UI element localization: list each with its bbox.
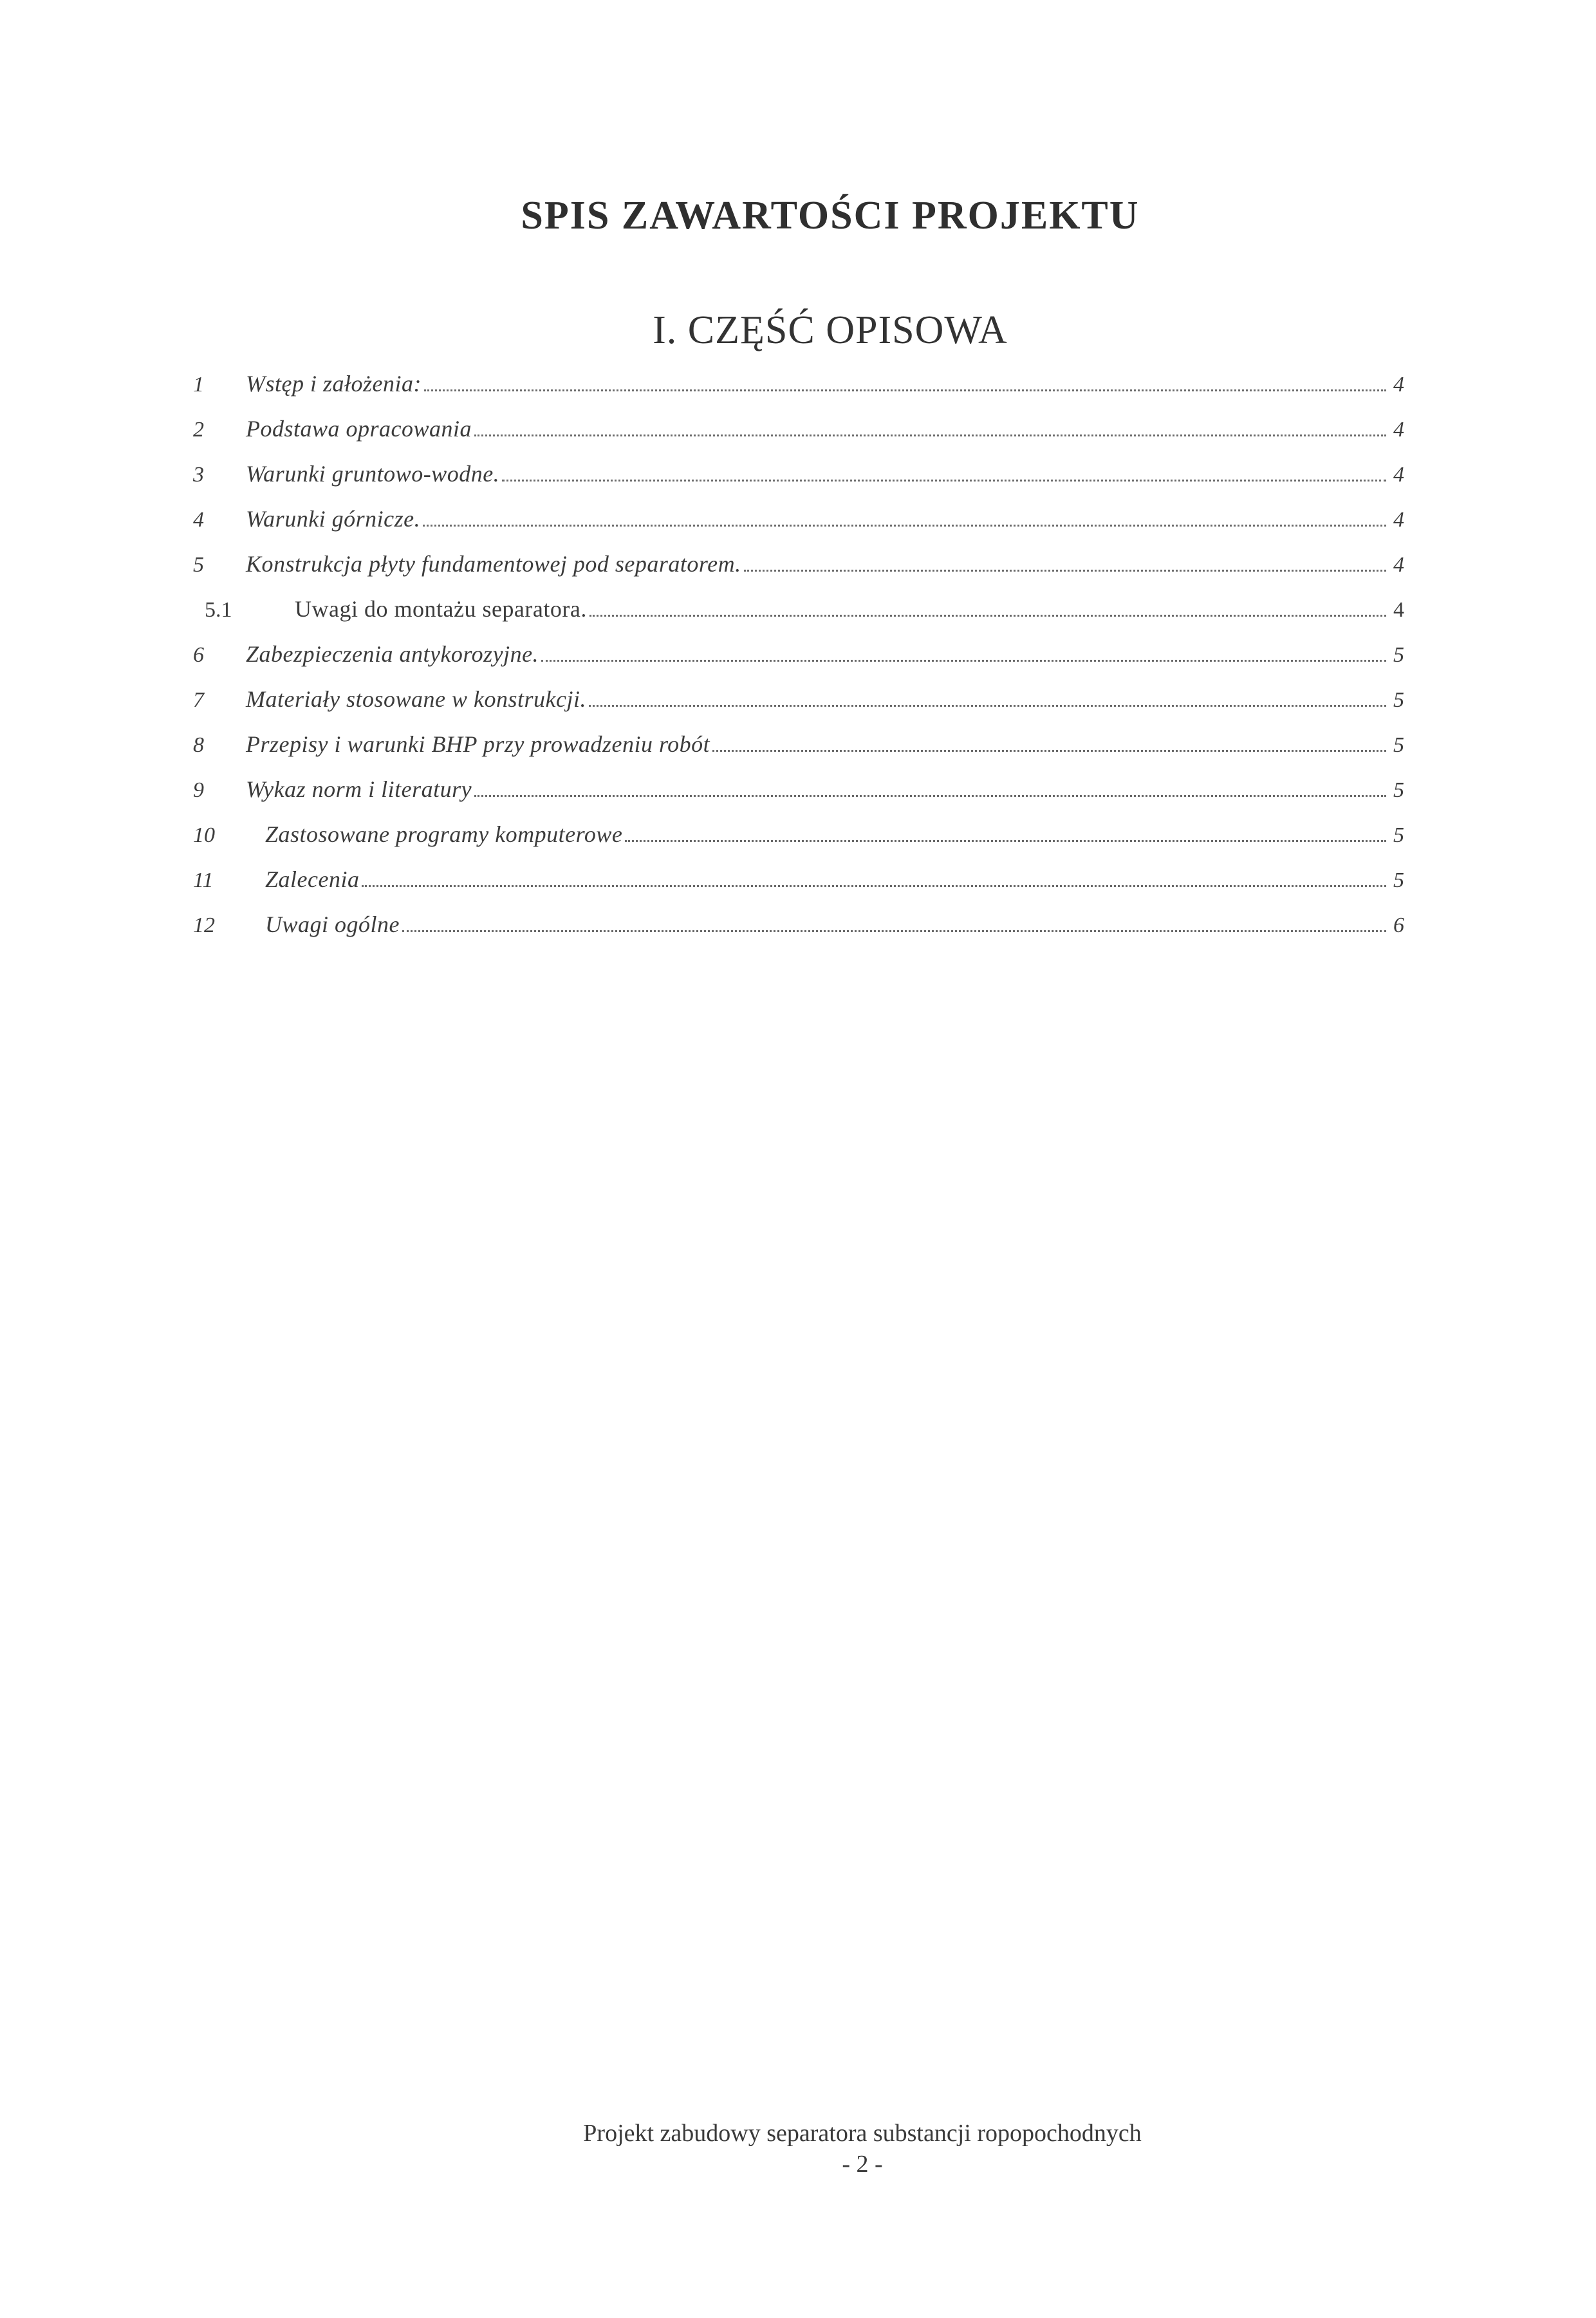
- toc-entry-number: 6: [193, 643, 204, 667]
- toc-entry[interactable]: [193, 911, 1404, 956]
- toc-dot-leader: [362, 884, 1386, 887]
- toc-entry-number: 5: [193, 553, 204, 577]
- toc-entry-page: 4: [1393, 418, 1404, 442]
- toc-entry-page: 4: [1393, 463, 1404, 487]
- toc-entry-label: Zabezpieczenia antykorozyjne.: [246, 641, 539, 667]
- toc-entry-number: 7: [193, 688, 204, 712]
- toc-dot-leader: [589, 704, 1386, 707]
- toc-entry-number: 1: [193, 373, 204, 397]
- toc-entry[interactable]: [193, 415, 1404, 460]
- toc-entry-label: Wykaz norm i literatury: [246, 776, 472, 802]
- toc-entry-number: 4: [193, 508, 204, 532]
- table-of-contents: [193, 370, 1404, 956]
- toc-entry-page: 4: [1393, 508, 1404, 532]
- toc-entry-label: Zalecenia: [265, 866, 360, 892]
- toc-entry-label: Uwagi do montażu separatora.: [295, 596, 587, 622]
- toc-dot-leader: [402, 930, 1386, 932]
- toc-entry-page: 5: [1393, 868, 1404, 892]
- toc-entry-label: Przepisy i warunki BHP przy prowadzeniu robót: [246, 731, 710, 757]
- toc-entry-label: Wstęp i założenia:: [246, 371, 422, 397]
- toc-entry[interactable]: [193, 731, 1404, 776]
- toc-subentry[interactable]: [193, 595, 1404, 640]
- toc-entry[interactable]: [193, 640, 1404, 686]
- toc-entry-number: 11: [193, 868, 214, 892]
- toc-entry-number: 3: [193, 463, 204, 487]
- toc-dot-leader: [474, 794, 1386, 797]
- toc-entry-page: 4: [1393, 553, 1404, 577]
- toc-entry-label: Konstrukcja płyty fundamentowej pod separatorem.: [246, 551, 741, 577]
- toc-dot-leader: [744, 569, 1386, 572]
- toc-entry-label: Uwagi ogólne: [265, 911, 400, 937]
- footer-page-number: - 2 -: [842, 2151, 883, 2178]
- toc-entry-page: 5: [1393, 688, 1404, 712]
- toc-entry[interactable]: [193, 370, 1404, 415]
- toc-dot-leader: [589, 614, 1386, 617]
- toc-dot-leader: [712, 749, 1386, 752]
- toc-entry-number: 5.1: [205, 598, 232, 622]
- toc-entry-label: Warunki górnicze.: [246, 506, 421, 532]
- toc-dot-leader: [423, 524, 1386, 527]
- document-title: SPIS ZAWARTOŚCI PROJEKTU: [521, 194, 1140, 238]
- toc-dot-leader: [424, 389, 1386, 391]
- section-title: I. CZĘŚĆ OPISOWA: [653, 308, 1008, 352]
- toc-entry-label: Materiały stosowane w konstrukcji.: [246, 686, 586, 712]
- toc-entry-page: 5: [1393, 733, 1404, 757]
- toc-dot-leader: [625, 839, 1386, 842]
- toc-entry-number: 2: [193, 418, 204, 442]
- toc-entry[interactable]: [193, 460, 1404, 505]
- page-footer: [0, 2118, 1596, 2180]
- toc-entry-page: 5: [1393, 643, 1404, 667]
- toc-entry-number: 12: [193, 913, 215, 937]
- toc-entry-page: 6: [1393, 913, 1404, 937]
- toc-entry-label: Warunki gruntowo-wodne.: [246, 461, 500, 487]
- toc-entry-number: 10: [193, 823, 215, 847]
- toc-entry-page: 5: [1393, 778, 1404, 802]
- toc-entry[interactable]: [193, 686, 1404, 731]
- toc-entry-label: Podstawa opracowania: [246, 416, 472, 442]
- toc-entry[interactable]: [193, 505, 1404, 550]
- toc-entry[interactable]: [193, 776, 1404, 821]
- toc-dot-leader: [474, 434, 1386, 436]
- toc-entry-label: Zastosowane programy komputerowe: [265, 821, 623, 847]
- toc-dot-leader: [541, 659, 1386, 662]
- toc-entry[interactable]: [193, 550, 1404, 595]
- toc-entry-page: 4: [1393, 373, 1404, 397]
- toc-entry-number: 9: [193, 778, 204, 802]
- toc-entry-number: 8: [193, 733, 204, 757]
- toc-entry[interactable]: [193, 866, 1404, 911]
- footer-project-name: Projekt zabudowy separatora substancji ropopochodnych: [583, 2120, 1142, 2147]
- toc-entry[interactable]: [193, 821, 1404, 866]
- toc-dot-leader: [502, 479, 1386, 481]
- toc-entry-page: 5: [1393, 823, 1404, 847]
- toc-entry-page: 4: [1393, 598, 1404, 622]
